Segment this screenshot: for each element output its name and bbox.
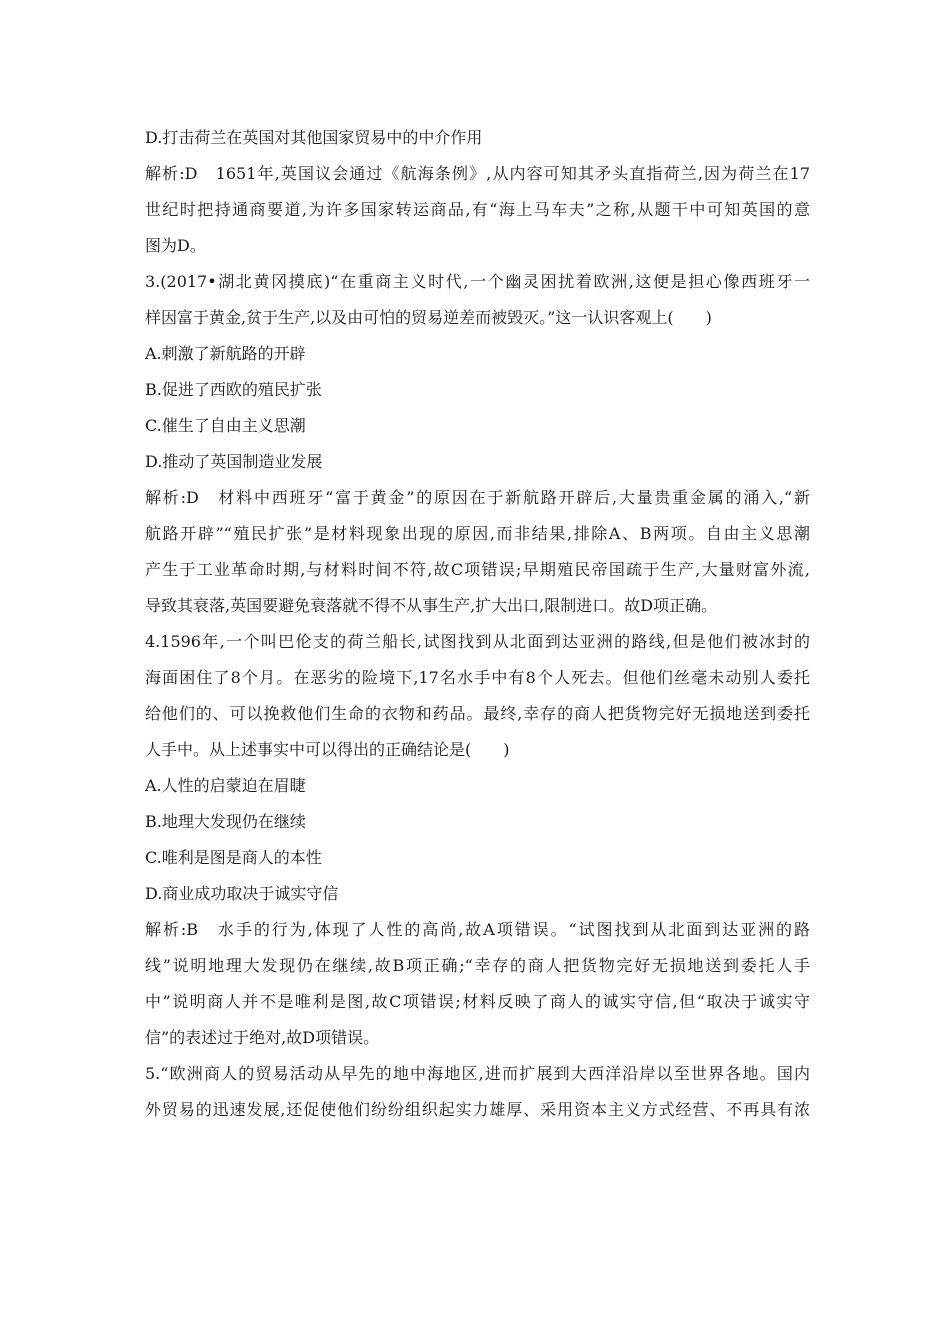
text-line: 3.(2017•湖北黄冈摸底)“在重商主义时代,一个幽灵困扰着欧洲,这便是担心像西班牙一 [145, 272, 810, 291]
text-line: 航路开辟”“殖民扩张”是材料现象出现的原因,而非结果,排除A、B两项。自由主义思潮 [145, 524, 810, 543]
text-line: 解析:D 1651年,英国议会通过《航海条例》,从内容可知其矛头直指荷兰,因为荷兰在17 [145, 164, 810, 183]
text-line: 样因富于黄金,贫于生产,以及由可怕的贸易逆差而被毁灭。”这一认识客观上( ) [145, 308, 712, 327]
text-line: B.地理大发现仍在继续 [145, 812, 306, 831]
text-line: D.商业成功取决于诚实守信 [145, 884, 339, 903]
text-line: C.唯利是图是商人的本性 [145, 848, 322, 867]
text-line: 海面困住了8个月。在恶劣的险境下,17名水手中有8个人死去。但他们丝毫未动别人委托 [145, 668, 810, 687]
text-line: 中”说明商人并不是唯利是图,故C项错误;材料反映了商人的诚实守信,但“取决于诚实守 [145, 992, 810, 1011]
text-line: B.促进了西欧的殖民扩张 [145, 380, 322, 399]
text-line: 线”说明地理大发现仍在继续,故B项正确;“幸存的商人把货物完好无损地送到委托人手 [145, 956, 810, 975]
text-line: 产生于工业革命时期,与材料时间不符,故C项错误;早期殖民帝国疏于生产,大量财富外流, [145, 560, 810, 579]
text-line: 世纪时把持通商要道,为许多国家转运商品,有“海上马车夫”之称,从题干中可知英国的意 [145, 200, 810, 219]
text-line: 导致其衰落,英国要避免衰落就不得不从事生产,扩大出口,限制进口。故D项正确。 [145, 596, 718, 615]
text-line: C.催生了自由主义思潮 [145, 416, 306, 435]
text-line: A.人性的启蒙迫在眉睫 [145, 776, 306, 795]
text-line: 5.“欧洲商人的贸易活动从早先的地中海地区,进而扩展到大西洋沿岸以至世界各地。国内 [145, 1064, 810, 1083]
text-line: 外贸易的迅速发展,还促使他们纷纷组织起实力雄厚、采用资本主义方式经营、不再具有浓 [145, 1100, 810, 1119]
text-line: 解析:B 水手的行为,体现了人性的高尚,故A项错误。“试图找到从北面到达亚洲的路 [145, 920, 810, 939]
text-line: 图为D。 [145, 236, 206, 255]
text-line: 4.1596年,一个叫巴伦支的荷兰船长,试图找到从北面到达亚洲的路线,但是他们被冰封的 [145, 632, 810, 651]
document-body [145, 120, 810, 1128]
text-line: 给他们的、可以挽救他们生命的衣物和药品。最终,幸存的商人把货物完好无损地送到委托 [145, 704, 810, 723]
text-line: D.打击荷兰在英国对其他国家贸易中的中介作用 [145, 128, 483, 147]
text-line: 信”的表述过于绝对,故D项错误。 [145, 1028, 380, 1047]
text-line: 人手中。从上述事实中可以得出的正确结论是( ) [145, 740, 510, 759]
text-line: A.刺激了新航路的开辟 [145, 344, 306, 363]
text-line: D.推动了英国制造业发展 [145, 452, 323, 471]
text-line: 解析:D 材料中西班牙“富于黄金”的原因在于新航路开辟后,大量贵重金属的涌入,“新 [145, 488, 810, 507]
